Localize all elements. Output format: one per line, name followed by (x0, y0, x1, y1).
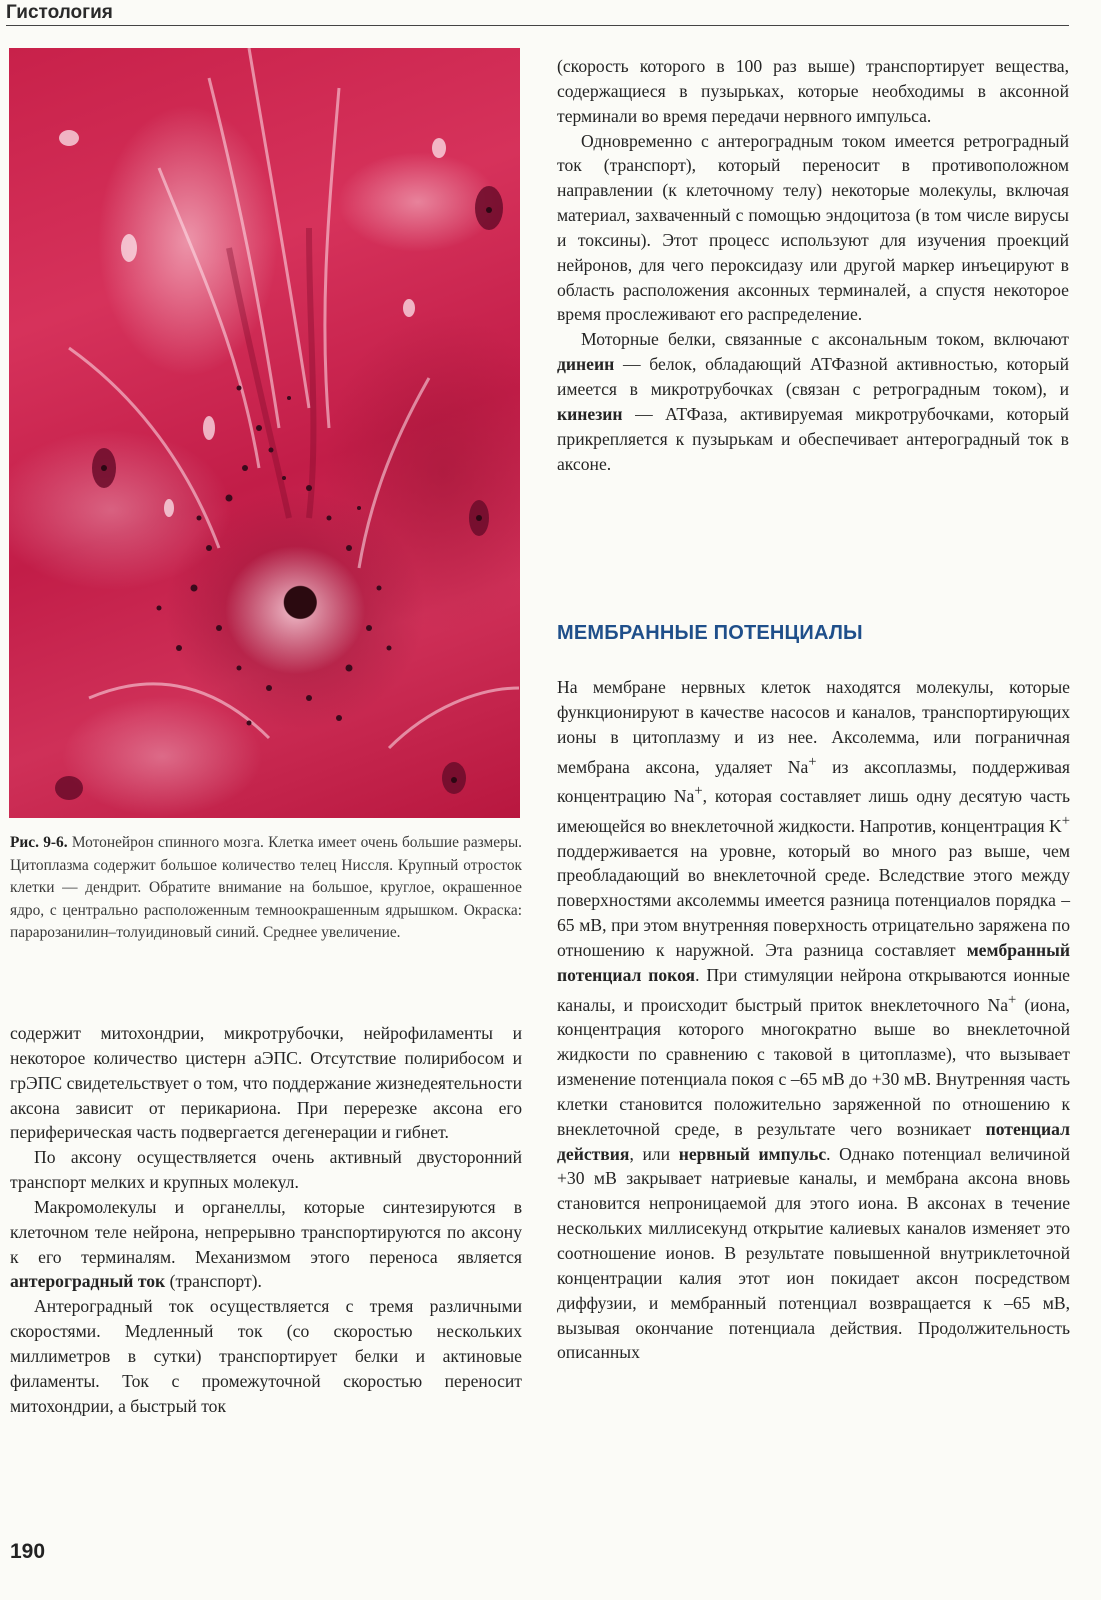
term-anterograde-flow: антероградный ток (10, 1271, 166, 1292)
paragraph-text: , или (629, 1143, 679, 1164)
paragraph-text: (иона, концентрация которого многократно выше во внеклеточной жидкости по сравнению с таковой в цитоплазме), что вызывает изменение потенциала покоя с –65 мВ до +30 мВ. Внутренняя часть клетки становится положительно заряженной по отношению к внеклеточной среде, в результате чего возникает (557, 994, 1071, 1139)
superscript: + (808, 753, 817, 770)
figure-caption-text: Мотонейрон спинного мозга. Клетка имеет очень большие размеры. Цитоплазма содержит большое количество телец Ниссля. Крупный отросток клетки — дендрит. Обратите внимание на большое, круглое, окрашенное ядро, с центрально расположенным темноокрашенным ядрышком. Окраска: парарозанилин–толуидиновый синий. Среднее увеличение. (10, 834, 523, 942)
micrograph-figure (9, 48, 520, 818)
paragraph-text: Макромолекулы и органеллы, которые синтезируются в клеточном теле нейрона, непрерывно транспортируются по аксону к его терминалям. Механизмом этого переноса является (10, 1196, 522, 1267)
paragraph: (скорость которого в 100 раз выше) транспортирует вещества, содержащиеся в пузырьках, которые необходимы в аксонной терминали во время передачи нервного импульса. (557, 56, 1069, 126)
paragraph: Антероградный ток осуществляется с тремя различными скоростями. Медленный ток (со скоростью нескольких миллиметров в сутки) транспортирует белки и актиновые филаменты. Ток с промежуточной скоростью переносит митохондрии, а быстрый ток (10, 1296, 522, 1416)
term-nerve-impulse: нервный импульс (678, 1143, 827, 1164)
paragraph-text: , которая составляет лишь одну десятую часть имеющейся во внеклеточной жидкости. Напротив, концентрация K (557, 786, 1070, 836)
paragraph-text: . При стимуляции нейрона открываются ионные каналы, и происходит быстрый приток внеклеточного Na (557, 964, 1070, 1015)
header-rule (6, 25, 1069, 26)
paragraph-text: поддерживается на уровне, который во много раз выше, чем преобладающий во внеклеточной среде. Вследствие этого между поверхностями аксолеммы имеется разница потенциалов порядка –65 мВ, при этом внутренняя поверхность отрицательно заряжена по отношению к наружной. Эта разница составляет (557, 840, 1070, 961)
paragraph-text: . Однако потенциал величиной +30 мВ закрывает натриевые каналы, и мембрана аксона вновь становится непроницаемой для этого иона. В аксонах в течение нескольких миллисекунд открытие калиевых каналов изменяет это соотношение ионов. В результате повышенной внутриклеточной концентрации калия этот ион покидает аксон посредством диффузии, и мембранный потенциал возвращается к –65 мВ, вызывая окончание потенциала действия. Продолжительность описанных (557, 1143, 1071, 1363)
figure-caption (10, 832, 522, 945)
superscript: + (1008, 991, 1017, 1008)
paragraph-text: Моторные белки, связанные с аксональным током, включают (581, 329, 1069, 350)
paragraph: Одновременно с антероградным током имеется ретроградный ток (транспорт), который переносит в противоположном направлении (к клеточному телу) некоторые молекулы, включая материал, захваченный с помощью эндоцитоза (в том числе вирусы и токсины). Этот процесс используют для изучения проекций нейронов, для чего пероксидазу или другой маркер инъецируют в область расположения аксонных терминалей, а спустя некоторое время прослеживают его распределение. (557, 130, 1069, 325)
term-dynein: динеин (557, 354, 615, 375)
right-column-bottom (557, 675, 1070, 1365)
superscript: + (1061, 812, 1070, 829)
left-column (10, 1021, 522, 1419)
section-heading: МЕМБРАННЫЕ ПОТЕНЦИАЛЫ (557, 622, 863, 644)
paragraph (557, 675, 1070, 1365)
figure-caption-label: Рис. 9-6. (10, 834, 68, 851)
paragraph-text: — белок, обладающий АТФазной активностью, который имеется в микротрубочках (связан с ретроградным током), и (557, 354, 1069, 399)
term-action-potential: потенциал действия (557, 1118, 1070, 1164)
paragraph-text: из аксоплазмы, поддерживая концентрацию Na (557, 756, 1070, 807)
right-column-top (557, 54, 1069, 476)
page-number: 190 (10, 1540, 46, 1563)
paragraph-text: На мембране нервных клеток находятся молекулы, которые функционируют в качестве насосов и каналов, транспортирующих ионы в цитоплазму и из нее. Аксолемма, или пограничная мембрана аксона, удаляет Na (557, 677, 1070, 777)
running-title: Гистология (6, 2, 113, 23)
term-kinesin: кинезин (557, 403, 623, 424)
micrograph-texture (9, 48, 520, 818)
term-resting-potential: мембранный потенциал покоя (557, 940, 1070, 985)
superscript: + (694, 783, 703, 800)
paragraph: содержит митохондрии, микротрубочки, нейрофиламенты и некоторое количество цистерн аЭПС. Отсутствие полирибосом и грЭПС свидетельствует о том, что поддержание жизнедеятельности аксона зависит от перикариона. При перерезке аксона его периферическая часть подвергается дегенерации и гибнет. (10, 1023, 522, 1143)
paragraph (557, 327, 1069, 476)
paragraph-text: — АТФаза, активируемая микротрубочками, который прикрепляется к пузырькам и обеспечивает антероградный ток в аксоне. (557, 403, 1069, 474)
paragraph: По аксону осуществляется очень активный двусторонний транспорт мелких и крупных молекул. (10, 1147, 522, 1193)
paragraph (10, 1195, 522, 1294)
paragraph-text: (транспорт). (165, 1271, 262, 1292)
